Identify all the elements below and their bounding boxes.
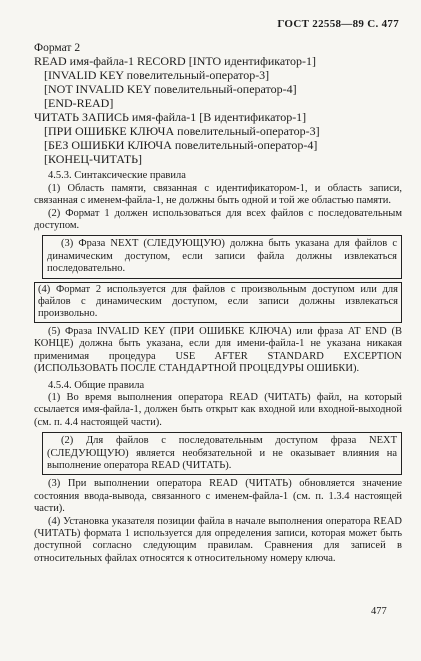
format-line-7: [БЕЗ ОШИБКИ КЛЮЧА повелительный-оператор-4] [44, 138, 318, 153]
general-rule-1: (1) Во время выполнения оператора READ (ЧИТАТЬ) файл, на который ссылается имя-файла-1, должен быть открыт как входной или входной-выходной (см. п. 4.4 настоящей части). [34, 391, 402, 428]
syntax-rule-2: (2) Формат 1 должен использоваться для всех файлов с последовательным доступом. [34, 207, 402, 232]
syntax-rule-1: (1) Область памяти, связанная с идентификатором-1, и область записи, связанная с именем-файла-1, не должны быть одной и той же областью памяти. [34, 182, 402, 207]
page-header: ГОСТ 22558—89 С. 477 [277, 18, 399, 30]
format-line-5: ЧИТАТЬ ЗАПИСЬ имя-файла-1 [В идентификатор-1] [34, 110, 307, 125]
document-body [34, 42, 402, 565]
format-line-4: [END-READ] [44, 96, 114, 111]
format-line-1: READ имя-файла-1 RECORD [INTO идентификатор-1] [34, 54, 317, 69]
format-line-2: [INVALID KEY повелительный-оператор-3] [44, 68, 270, 83]
section-454-title: 4.5.4. Общие правила [48, 379, 145, 391]
syntax-rule-5: (5) Фраза INVALID KEY (ПРИ ОШИБКЕ КЛЮЧА) или фраза AT END (В КОНЦЕ) должна быть указана, если для имени-файла-1 не указана никакая применимая процедура USE AFTER STANDARD EXCEPTION (ИСПОЛЬЗОВАТЬ ПОСЛЕ СТАНДАРТНОЙ ПРОЦЕДУРЫ ОШИБКИ). [34, 325, 402, 375]
format-line-3: [NOT INVALID KEY повелительный-оператор-4] [44, 82, 297, 97]
syntax-rule-3-box: (3) Фраза NEXT (СЛЕДУЮЩУЮ) должна быть указана для файлов с динамическим доступом, если записи файла должны извлекаться последовательно. [42, 235, 402, 278]
format-line-8: [КОНЕЦ-ЧИТАТЬ] [44, 152, 143, 167]
general-rule-4: (4) Установка указателя позиции файла в начале выполнения оператора READ (ЧИТАТЬ) формата 1 используется для определения записи, которая может быть доступной согласно следующим правилам. Сравнения для записей в относительных файлах относятся к относительному номеру ключа. [34, 515, 402, 564]
page-number: 477 [371, 606, 387, 617]
general-rule-3: (3) При выполнении оператора READ (ЧИТАТЬ) обновляется значение состояния ввода-вывода, связанного с именем-файла-1 (см. п. 1.3.4 настоящей части). [34, 478, 402, 515]
section-453-title: 4.5.3. Синтаксические правила [48, 170, 186, 182]
format2-title: Формат 2 [34, 42, 81, 54]
general-rule-2-box: (2) Для файлов с последовательным доступом фраза NEXT (СЛЕДУЮЩУЮ) является необязательной и не оказывает влияния на выполнение оператора READ (ЧИТАТЬ). [42, 432, 402, 475]
syntax-rule-4-box: (4) Формат 2 используется для файлов с произвольным доступом или для файлов с динамическим доступом, если записи должны извлекаться произвольно. [34, 282, 402, 323]
format-line-6: [ПРИ ОШИБКЕ КЛЮЧА повелительный-оператор-3] [44, 124, 320, 139]
